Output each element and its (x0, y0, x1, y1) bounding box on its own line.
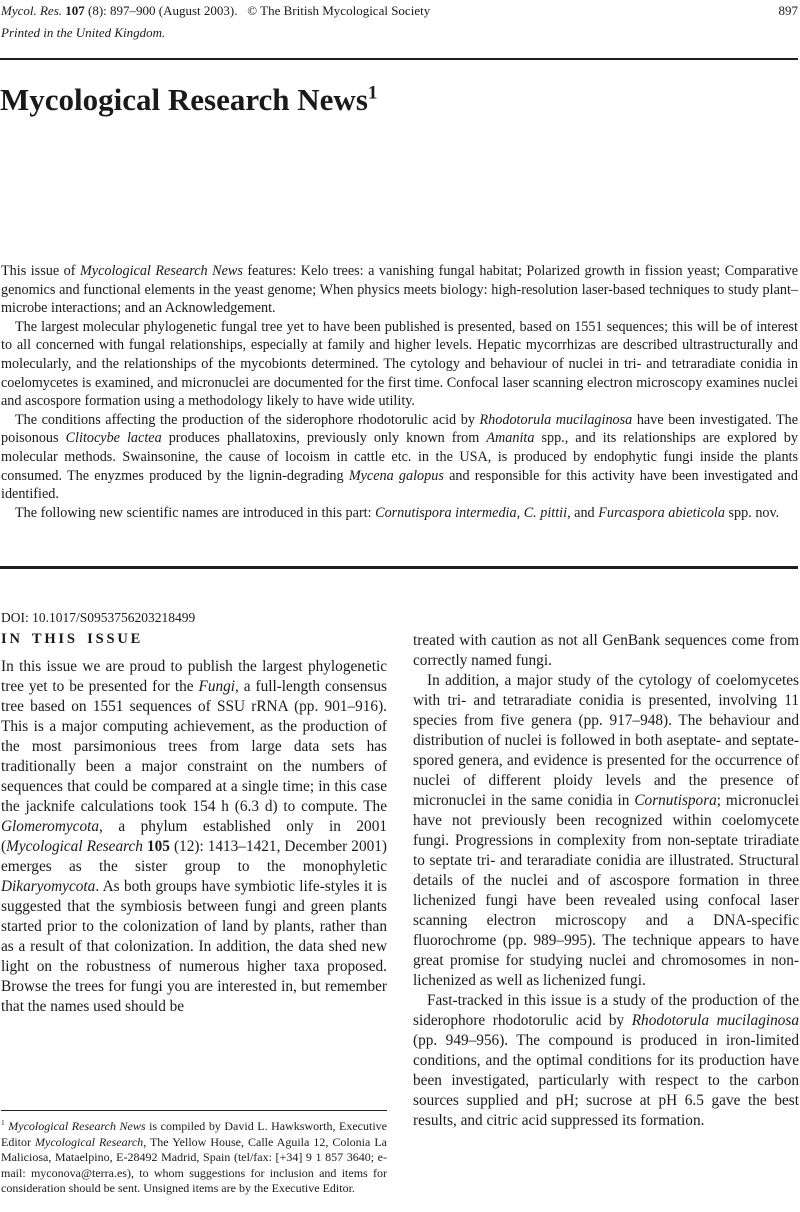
page-header (1, 2, 798, 19)
footnote-text: $^1$ Mycological Research News is compiled by David L. Hawksworth, Executive Editor Mycological Research, The Yellow House, Calle Aguila 12, Colonia La Maliciosa, Mataelpino, E-28492 Madrid, Spain (tel/fax: [+34] 9 1 857 3640; e-mail: myconova@terra.es), to whom suggestions for inclusion and items for consideration should be sent. Unsigned items are by the Executive Editor. (1, 1118, 387, 1196)
paragraph: The largest molecular phylogenetic fungal tree yet to have been published is presented, based on 1551 sequences; this will be of interest to all concerned with fungal relationships, especially at family and higher levels. Hepatic mycorrhizas are described ultrastructurally and molecularly, and the relationships of the mycobionts determined. The cytology and behaviour of nuclei in tri- and tetraradiate conidia in coelomycetes is examined, and micronuclei are documented for the first time. Confocal laser scanning electron microscopy examines nuclei and ascospore formation using a methodology likely to have wide utility. (1, 318, 798, 410)
section-heading: IN THIS ISSUE (1, 631, 144, 647)
journal-citation: Mycol. Res. 107 (8): 897–900 (August 2003). © The British Mycological Society (1, 3, 431, 18)
paragraph: treated with caution as not all GenBank sequences come from correctly named fungi. (413, 632, 799, 669)
article-title: Mycological Research News$^1$ (0, 82, 378, 117)
paragraph: Fast-tracked in this issue is a study of the production of the siderophore rhodotorulic acid by Rhodotorula mucilaginosa (pp. 949–956). The compound is produced in iron-limited conditions, and the optimal conditions for its production have been investigated, particularly with respect to the carbon sources supplied and pH; sucrose at pH 6.5 gave the best results, and citric acid suppressed its formation. (413, 992, 799, 1129)
header-rule (0, 58, 798, 60)
left-column-text (1, 657, 387, 1017)
right-column (413, 631, 799, 1131)
paragraph: In this issue we are proud to publish the largest phylogenetic tree yet to be presented for the Fungi, a full-length consensus tree based on 1551 sequences of SSU rRNA (pp. 901–916). This is a major computing achievement, as the production of the most parsimonious trees from large data sets has traditionally been a major constraint on the numbers of sequences that could be compared at a single time; in this case the jacknife calculations took 154 h (6.3 d) to compute. The Glomeromycota, a phylum established only in 2001 (Mycological Research 105 (12): 1413–1421, December 2001) emerges as the sister group to the monophyletic Dikaryomycota. As both groups have symbiotic life-styles it is suggested that the symbiosis between fungi and green plants started prior to the colonization of land by plants, rather than as a result of that colonization. In addition, the data shed new light on the robustness of numerous higher taxa proposed. Browse the trees for fungi you are interested in, but remember that the names used should be (1, 658, 387, 1015)
abstract-rule (0, 566, 798, 569)
page-number: 897 (778, 3, 798, 18)
footnote (1, 1110, 387, 1197)
paragraph: This issue of Mycological Research News features: Kelo trees: a vanishing fungal habitat; Polarized growth in fission yeast; Comparative genomics and functional elements in the yeast genome; When physics meets biology: high-resolution laser-based techniques to study plant–microbe interactions; and an Acknowledgement. (1, 263, 799, 317)
left-column (1, 631, 387, 1017)
paragraph: The conditions affecting the production of the siderophore rhodotorulic acid by Rhodotorula mucilaginosa have been investigated. The poisonous Clitocybe lactea produces phallatoxins, previously only known from Amanita spp., and its relationships are explored by molecular methods. Swainsonine, the cause of locoism in cattle etc. in the USA, is produced by endophytic fungi inside the plants consumed. The enyzmes produced by the lignin-degrading Mycena galopus and responsible for this activity have been investigated and identified. (1, 411, 799, 503)
paragraph: In addition, a major study of the cytology of coelomycetes with tri- and tetraradiate conidia is presented, involving 11 species from five genera (pp. 917–948). The behaviour and distribution of nuclei is followed in both aseptate- and septate-spored genera, and evidence is presented for the occurrence of nuclei of different ploidy levels and the presence of micronuclei in the same conidia in Cornutispora; micronuclei have not previously been recognized within coelomycete fungi. Progressions in complexity from non-septate triradiate to septate tri- and teraradiate conidia are illustrated. Structural details of the nuclei and of ascospore formation in three lichenized fungi have been revealed using confocal laser scanning electron microscopy and a DNA-specific fluorochrome (pp. 989–995). The technique appears to have great promise for studying nuclei and chromosomes in non-lichenized as well as lichenized fungi. (413, 672, 799, 989)
doi-line: DOI: 10.1017/S0953756203218499 (1, 610, 196, 625)
abstract-block (1, 262, 798, 522)
paragraph: The following new scientific names are introduced in this part: Cornutispora intermedia, C. pittii, and Furcaspora abieticola spp. nov. (15, 504, 780, 521)
printed-in-note: Printed in the United Kingdom. (1, 25, 166, 40)
